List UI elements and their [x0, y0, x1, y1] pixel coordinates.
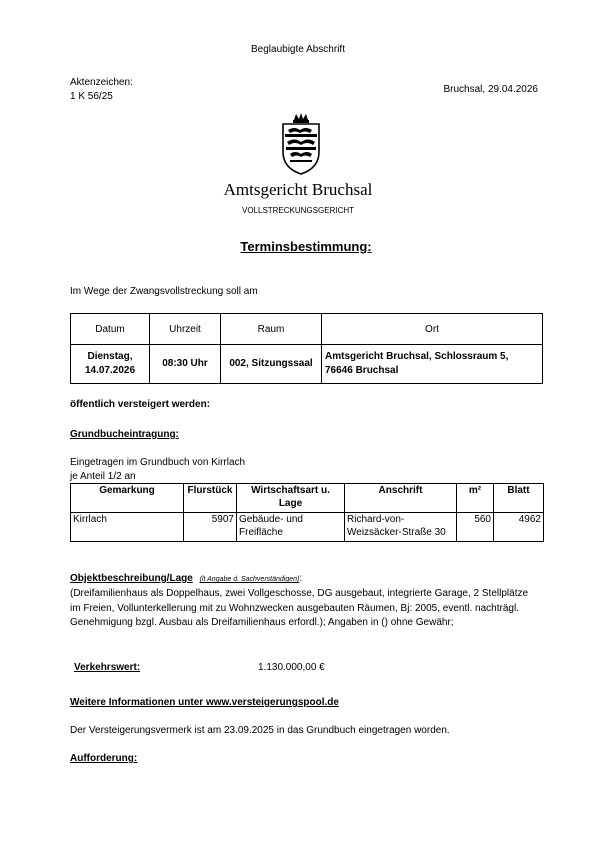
table-row	[71, 513, 544, 542]
court-name: Amtsgericht Bruchsal	[223, 180, 373, 199]
coat-of-arms-icon	[278, 112, 324, 176]
col-flurstueck: Flurstück	[184, 484, 237, 513]
objekt-heading-line	[70, 573, 302, 584]
cell-blatt: 4962	[494, 513, 544, 542]
weitere-info: Weitere Informationen unter www.versteigerungspool.de	[70, 697, 339, 708]
objekt-text: (Dreifamilienhaus als Doppelhaus, zwei Vollgeschosse, DG ausgebaut, integrierte Garage, 2 Stellplätze im Freien, Vollunterkellerung mit zu Wohnzwecken ausgebauten Räumen, Bj: 2005, eventl. nachträgl. Genehmigung bzgl. Ausbau als Dreifamilienhaus erfordl.); Angaben in () ohne Gewähr;	[70, 588, 529, 628]
grundbuch-line2: je Anteil 1/2 an	[70, 471, 136, 482]
vermerk-text: Der Versteigerungsvermerk ist am 23.09.2025 in das Grundbuch eingetragen worden.	[70, 725, 450, 736]
aktenzeichen-label: Aktenzeichen:	[70, 77, 133, 88]
grundbuch-table	[70, 483, 544, 542]
datum-line2: 14.07.2026	[84, 365, 136, 376]
col-datum: Datum	[71, 314, 150, 345]
objekt-colon: :	[299, 573, 303, 584]
grundbuch-heading: Grundbucheintragung:	[70, 429, 179, 440]
cell-gemarkung: Kirrlach	[71, 513, 184, 542]
col-m2: m²	[457, 484, 494, 513]
cell-uhrzeit: 08:30 Uhr	[150, 345, 221, 384]
objekt-heading: Objektbeschreibung/Lage	[70, 573, 193, 584]
termin-table-header	[71, 314, 543, 345]
verkehrswert-value: 1.130.000,00 €	[258, 662, 325, 673]
page-title: Terminsbestimmung:	[240, 239, 372, 254]
copy-label: Beglaubigte Abschrift	[251, 44, 345, 55]
table-row	[71, 345, 543, 384]
col-gemarkung: Gemarkung	[71, 484, 184, 513]
col-blatt: Blatt	[494, 484, 544, 513]
cell-ort	[322, 345, 543, 384]
ort-line2: 76646 Bruchsal	[325, 365, 399, 376]
grundbuch-line1: Eingetragen im Grundbuch von Kirrlach	[70, 457, 246, 468]
aufforderung-heading: Aufforderung:	[70, 753, 138, 764]
place-date: Bruchsal, 29.04.2026	[443, 84, 538, 95]
cell-m2: 560	[457, 513, 494, 542]
datum-line1: Dienstag,	[87, 351, 133, 362]
ort-line1: Amtsgericht Bruchsal, Schlossraum 5,	[325, 351, 509, 362]
cell-wirtschaftsart: Gebäude- und Freifläche	[237, 513, 345, 542]
cell-raum: 002, Sitzungssaal	[221, 345, 322, 384]
col-wirtschaftsart: Wirtschaftsart u. Lage	[237, 484, 345, 513]
col-raum: Raum	[221, 314, 322, 345]
grundbuch-table-header	[71, 484, 544, 513]
termin-table	[70, 313, 543, 384]
objekt-note: (lt Angabe d. Sachverständigen)	[199, 576, 300, 583]
versteigert-text: öffentlich versteigert werden:	[70, 399, 211, 410]
cell-flurstueck: 5907	[184, 513, 237, 542]
cell-datum	[71, 345, 150, 384]
cell-anschrift: Richard-von-Weizsäcker-Straße 30	[345, 513, 457, 542]
col-ort: Ort	[322, 314, 543, 345]
intro-text: Im Wege der Zwangsvollstreckung soll am	[70, 286, 258, 297]
court-department: VOLLSTRECKUNGSGERICHT	[241, 206, 355, 215]
col-uhrzeit: Uhrzeit	[150, 314, 221, 345]
col-anschrift: Anschrift	[345, 484, 457, 513]
aktenzeichen-value: 1 K 56/25	[70, 91, 113, 102]
verkehrswert-label: Verkehrswert:	[74, 662, 141, 673]
